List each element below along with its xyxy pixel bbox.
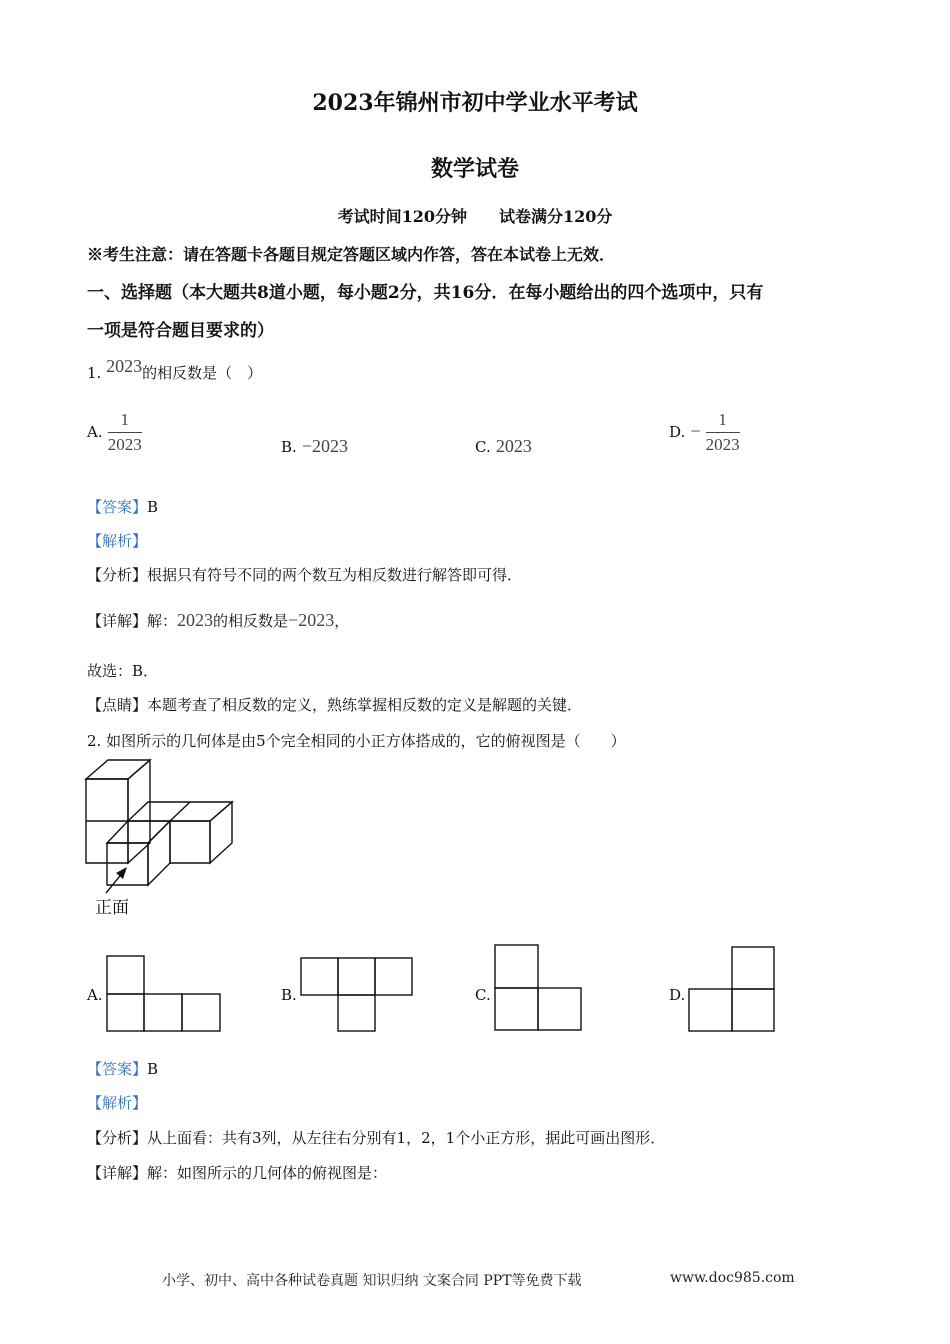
q1-option-b-value: −2023	[301, 436, 349, 456]
q2-option-a-figure	[104, 952, 224, 1034]
q2-xiangjie	[87, 1162, 387, 1183]
q2-fenxi-tag: 【分析】	[87, 1129, 148, 1147]
q1-xiangjie	[87, 610, 349, 631]
q1-option-a-numerator: 1	[108, 410, 142, 433]
q2-option-c-label: C.	[475, 986, 491, 1004]
q1-stem-text: 的相反数是（ ）	[142, 364, 263, 382]
q1-conclusion: 故选：B．	[87, 662, 159, 680]
q2-option-b-label: B.	[281, 986, 297, 1004]
q1-option-d-numerator: 1	[706, 410, 740, 433]
q1-answer-tag: 【答案】	[87, 498, 148, 516]
q1-xiangjie-value: −2023	[288, 610, 335, 630]
q2-fenxi-text: 从上面看：共有3列，从左往右分别有1，2，1个小正方形，据此可画出图形．	[147, 1129, 666, 1147]
q2-analysis-tag: 【解析】	[87, 1094, 148, 1112]
q1-fenxi-tag: 【分析】	[87, 566, 148, 584]
q1-option-c-value: 2023	[495, 436, 532, 456]
exam-info: 考试时间120分钟 试卷满分120分	[337, 207, 613, 226]
exam-notice: ※考生注意：请在答题卡各题目规定答题区域内作答，答在本试卷上无效．	[87, 245, 616, 264]
q2-option-c-figure	[492, 942, 586, 1034]
q1-fenxi	[87, 564, 522, 585]
footer-text: 小学、初中、高中各种试卷真题 知识归纳 文案合同 PPT等免费下载	[162, 1273, 582, 1289]
q2-answer	[87, 1058, 158, 1079]
q2-stem: 2. 如图所示的几何体是由5个完全相同的小正方体搭成的，它的俯视图是（ ）	[87, 732, 626, 750]
q1-option-a-label: A.	[87, 423, 103, 441]
q1-option-d-denominator: 2023	[705, 435, 740, 454]
q1-answer	[87, 496, 158, 517]
q2-xiangjie-text: 解：如图所示的几何体的俯视图是：	[147, 1164, 388, 1182]
q1-fenxi-text: 根据只有符号不同的两个数互为相反数进行解答即可得．	[147, 566, 523, 584]
q1-dianjing-tag: 【点睛】	[87, 696, 148, 714]
section-heading-line1: 一、选择题（本大题共8道小题，每小题2分，共16分．在每小题给出的四个选项中，只有	[87, 283, 764, 303]
q1-option-d-sign: −	[690, 421, 701, 441]
q1-xiangjie-number: 2023	[177, 610, 214, 630]
q1-option-a-denominator: 2023	[107, 435, 142, 454]
q1-option-d	[669, 410, 740, 455]
q1-option-d-fraction	[706, 410, 740, 455]
exam-title: 2023年锦州市初中学业水平考试	[312, 90, 638, 116]
q1-option-c	[475, 436, 532, 457]
q2-fenxi	[87, 1127, 665, 1148]
q2-option-d-label: D.	[669, 986, 686, 1004]
q1-dianjing	[87, 694, 582, 715]
section-heading-line2: 一项是符合题目要求的）	[87, 321, 274, 341]
front-arrow-icon	[106, 867, 127, 893]
q1-stem-number: 2023	[106, 356, 143, 376]
q1-option-b	[281, 436, 348, 457]
exam-subtitle: 数学试卷	[430, 156, 519, 182]
q1-option-a-fraction	[108, 410, 142, 455]
q1-stem	[87, 356, 263, 383]
q2-option-b-figure	[298, 955, 414, 1035]
q1-option-c-label: C.	[475, 438, 491, 456]
q1-xiangjie-tag: 【详解】	[87, 612, 148, 630]
q2-option-a-label: A.	[87, 986, 103, 1004]
q2-answer-value: B	[147, 1060, 159, 1078]
q1-answer-value: B	[147, 498, 159, 516]
q1-analysis-tag: 【解析】	[87, 532, 148, 550]
q1-dianjing-text: 本题考查了相反数的定义，熟练掌握相反数的定义是解题的关键．	[147, 696, 583, 714]
q2-xiangjie-tag: 【详解】	[87, 1164, 148, 1182]
q2-answer-tag: 【答案】	[87, 1060, 148, 1078]
q1-xiangjie-mid: 的相反数是	[213, 612, 289, 630]
q1-option-b-label: B.	[281, 438, 297, 456]
q1-xiangjie-pre: 解：	[147, 612, 178, 630]
q1-xiangjie-end: ，	[334, 612, 350, 630]
footer-url[interactable]: www.doc985.com	[670, 1270, 795, 1286]
q1-option-d-label: D.	[669, 423, 686, 441]
q1-number: 1.	[87, 364, 102, 382]
q2-front-label: 正面	[95, 898, 129, 918]
q1-option-a	[87, 410, 142, 455]
q2-option-d-figure	[686, 944, 778, 1034]
